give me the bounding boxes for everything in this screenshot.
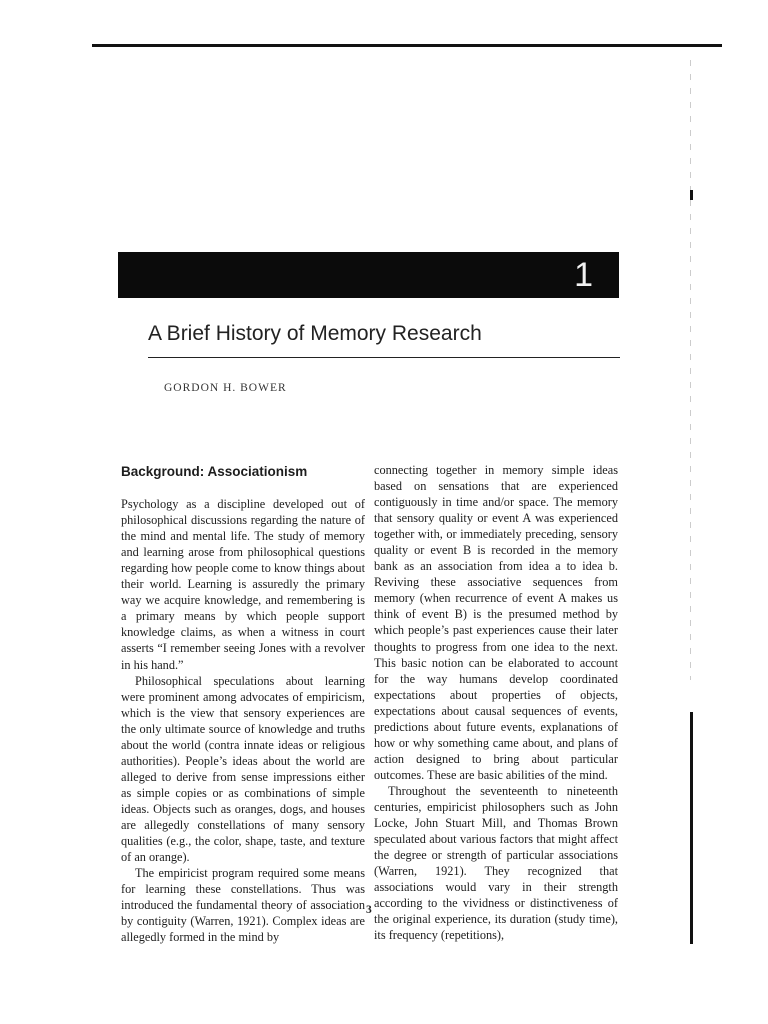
chapter-title: A Brief History of Memory Research [148, 322, 482, 345]
chapter-number: 1 [574, 256, 593, 294]
scan-edge-mark [690, 190, 693, 200]
top-rule [92, 44, 722, 47]
chapter-banner [118, 252, 619, 298]
scan-edge-line [690, 712, 693, 944]
left-column [121, 462, 365, 945]
paragraph: Psychology as a discipline developed out of philosophical discussions regarding the nature of the mind and mental life. The study of memory and learning arose from philosophical questions regarding how people come to know things about their world. Learning is assuredly the primary way we acquire knowledge, and remembering is a primary means by which people support knowledge claims, as when a witness in court asserts “I remember seeing Jones with a revolver in his hand.” [121, 497, 365, 672]
scan-edge-marks [690, 60, 691, 680]
page-number: 3 [366, 904, 372, 916]
paragraph: Philosophical speculations about learning were prominent among advocates of empiricism, which is the view that sensory experiences are the only ultimate source of knowledge and truths about the world (contra innate ideas or religious authorities). People’s ideas about the world are alleged to derive from sense impressions either as simple copies or as combinations of simple ideas. Objects such as oranges, dogs, and houses are allegedly constellations of many sensory qualities (e.g., the color, shape, taste, and texture of an orange). [121, 673, 365, 865]
author-name: GORDON H. BOWER [164, 382, 287, 394]
paragraph: The empiricist program required some means for learning these constellations. Thus was introduced the fundamental theory of association by contiguity (Warren, 1921). Complex ideas are allegedly formed in the mind by [121, 866, 365, 945]
title-rule [148, 357, 620, 358]
section-heading: Background: Associationism [121, 464, 308, 479]
right-column [374, 462, 618, 943]
paragraph: Throughout the seventeenth to nineteenth centuries, empiricist philosophers such as John Locke, John Stuart Mill, and Thomas Brown speculated about various factors that might affect the degree or strength of particular associations (Warren, 1921). They recognized that associations would vary in their strength according to the vividness or distinctiveness of the original experience, its duration (study time), its frequency (repetitions), [374, 783, 618, 943]
paragraph: connecting together in memory simple ideas based on sensations that are experienced contiguously in time and/or space. The memory that sensory quality or event A was experienced together with, or immediately preceding, sensory quality or event B is recorded in the memory bank as an association from idea a to idea b. Reviving these associative sequences from memory (when recurrence of event A makes us think of event B) is the presumed method by which people’s past experiences cause their later thoughts to progress from one idea to the next. This basic notion can be elaborated to account for the way humans develop coordinated expectations about properties of objects, expectations about causal sequences of events, predictions about future events, explanations of how or why something came about, and plans of action designed to bring about particular outcomes. These are basic abilities of the mind. [374, 463, 618, 782]
